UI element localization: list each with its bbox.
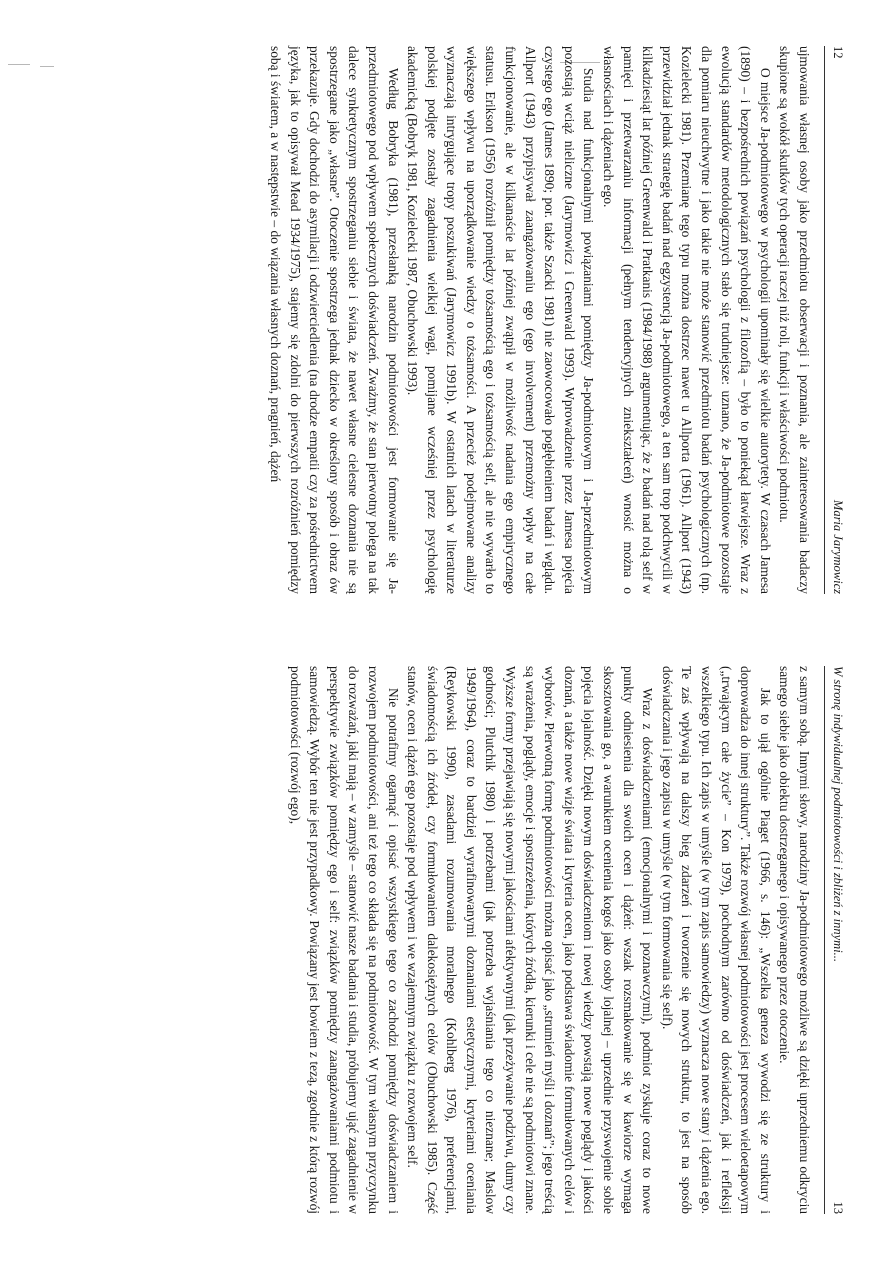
page-number: 13: [831, 1201, 845, 1214]
page-header: [824, 666, 845, 1214]
paragraph: Według Bobryka (1981), przesłanką narodzin podmiotowości jest formowanie się Ja-przedmiotowego pod wpływem społecznych doświadczeń. Zważmy, że stan pierwotny polega na tak dalece synkretycznym spostrzeganiu siebie i świata, że nawet własne cielesne doznania nie są spostrzegane jako „własne”. Otoczenie spostrzega jednak dziecko w określony sposób i obraz ów przekazuje. Gdy dochodzi do asymilacji i odzwierciedlenia (na drodze empatii czy za pośrednictwem języka, jak to opisywał Mead 1934/1975), stajemy się zdolni do pierwszych rozróżnień pomiędzy sobą i światem, a w następstwie – do wiązania własnych doznań, pragnień, dążeń: [267, 46, 401, 594]
scan-artifact: [8, 64, 30, 65]
paragraph: Jak to ujął ogólnie Piaget (1966, s. 146): „Wszelka geneza wywodzi się ze struktury i doprowadza do innej struktury”. Także rozwój własnej podmiotowości jest procesem wieloetapowym („trwającym całe życie” – Kon 1979), pochodnym zarówno od doświadczeń, jak i refleksji wszelkiego typu. Ich zapis w umyśle (w tym zapis samowiedzy) wyznacza nowe stany i dążenia ego. Te zaś wpływają na dalszy bieg zdarzeń i tworzenie się nowych struktur, to jest na sposób doświadczania i jego zapisu w umyśle (w tym formowania się self).: [659, 666, 773, 1214]
paragraph: O miejsce Ja-podmiotowego w psychologii upominały się wielkie autorytety. W czasach Jamesa (1890) – i bezpośrednich powiązań psychologii z filozofią – było to poniekąd łatwiejsze. Wraz z ewolucją standardów metodologicznych stało się trudniejsze: uznano, że Ja-podmiotowe pozostaje dla pomiaru nieuchwytne i jako takie nie może stanowić przedmiotu badań psychologicznych (np. Kozielecki 1981). Przemianę tego typu można dostrzec nawet u Allporta (1961). Allport (1943) przewidział jednak strategię badań nad egzystencją Ja-podmiotowego, a ten sam trop podchwycili w kilkadziesiąt lat później Greenwald i Pratkanis (1984/1988) argumentując, że z badań nad rolą self w pamięci i przetwarzaniu informacji (pełnym tendencyjnych zniekształceń) wnosić można o własnościach i dążeniach ego.: [601, 46, 773, 594]
body-text: [265, 46, 814, 594]
paragraph: ujmowania własnej osoby jako przedmiotu obserwacji i poznania, ale zainteresowania badaczy skupione są wokół skutków tych operacji raczej niż roli, funkcji i właściwości podmiotu.: [777, 46, 812, 594]
paragraph: Wraz z doświadczeniami (emocjonalnymi i poznawczymi), podmiot zyskuje coraz to nowe punkty odniesienia dla swoich ocen i dążeń: wszak rozsmakowanie się w kawiorze wymaga skosztowania go, a warunkiem ocenienia kogoś jako osoby lojalnej – uprzednie przyswojenie sobie pojęcia lojalność. Dzięki nowym doświadczeniom i nowej wiedzy powstają nowe poglądy i jakości doznań, a także nowe wizje świata i kryteria ocen, jako podstawa świadomie formułowanych celów i wyborów. Pierwotną formę podmiotowości można opisać jako „strumień myśli i doznań”; jego treścią są wrażenia, poglądy, emocje i spostrzeżenia, których źródła, kierunki i cele nie są podmiotowi znane. Wyższe formy przejawiają się nowymi jakościami afektywnymi (jak przeżywanie podziwu, dumy czy godności; Plutchik 1980) i potrzebami (jak potrzeba wyjaśniania tego co nieznane; Maslow 1949/1964), coraz to bardziej wyrafinowanymi doznaniami estetycznymi, kryteriami oceniania (Reykowski 1990), zasadami rozumowania moralnego (Kohlberg 1976), preferencjami, świadomością ich źródeł, czy formułowaniem dalekosiężnych celów (Obuchowski 1985). Część stanów, ocen i dążeń ego pozostaje pod wpływem i we wzajemnym związku z rozwojem self.: [405, 666, 656, 1214]
page-header: [824, 46, 845, 594]
running-head: Maria Jarymowicz: [831, 499, 845, 594]
body-text: [285, 666, 814, 1214]
left-page: [43, 20, 845, 620]
page-number: 12: [831, 46, 845, 59]
paragraph: Studia nad funkcjonalnymi powiązaniami pomiędzy Ja-podmiotowym i Ja-przedmiotowym pozostają wciąż nieliczne (Jarymowicz i Greenwald 1993). Wprowadzenie przez Jamesa pojęcia czystego ego (James 1890; por. także Szacki 1981) nie zaowocowało pogłębieniem badań i wglądu. Allport (1943) przypisywał zaangażowaniu ego (ego involvement) przemożny wpływ na całe funkcjonowanie, ale w kilkanaście lat później zwątpił w możliwość nadania ego empirycznego statusu. Erikson (1956) rozróżnił pomiędzy tożsamością ego i tożsamością self, ale nie wywarło to większego wpływu na uporządkowanie wiedzy o tożsamości. A przecież podejmowane analizy wyznaczają intrygujące tropy poszukiwań (Jarymowicz 1991b). W ostatnich latach w literaturze polskiej podjęte zostały zagadnienia wielkiej wagi, pomijane wcześniej przez psychologię akademicką (Bobryk 1981, Kozielecki 1987, Obuchowski 1993).: [405, 46, 597, 594]
running-head: W stronę indywidualnej podmiotowości i zbliżeń z innymi...: [831, 666, 845, 963]
paragraph: z samym sobą. Innymi słowy, narodziny Ja-podmiotowego możliwe są dzięki uprzedniemu odkryciu samego siebie jako obiektu dostrzeganego i opisywanego przez otoczenie.: [777, 666, 812, 1214]
right-page: [43, 640, 845, 1240]
paragraph: Nie potrafimy ogarnąć i opisać wszystkiego tego co zachodzi pomiędzy doświadczaniem i rozwojem podmiotowości, ani też tego co składa się na podmiotowość. W tym własnym przyczynku do rozważań, jaki mają – w zamyśle – stanowić nasze badania i studia, próbujemy ująć zagadnienie w perspektywie związków pomiędzy ego i self: związków pomiędzy zaangażowaniami podmiotu i samowiedzą. Wybór ten nie jest przypadkowy. Powiązany jest bowiem z tezą, zgodnie z którą rozwój podmiotowości (rozwój ego),: [287, 666, 401, 1214]
